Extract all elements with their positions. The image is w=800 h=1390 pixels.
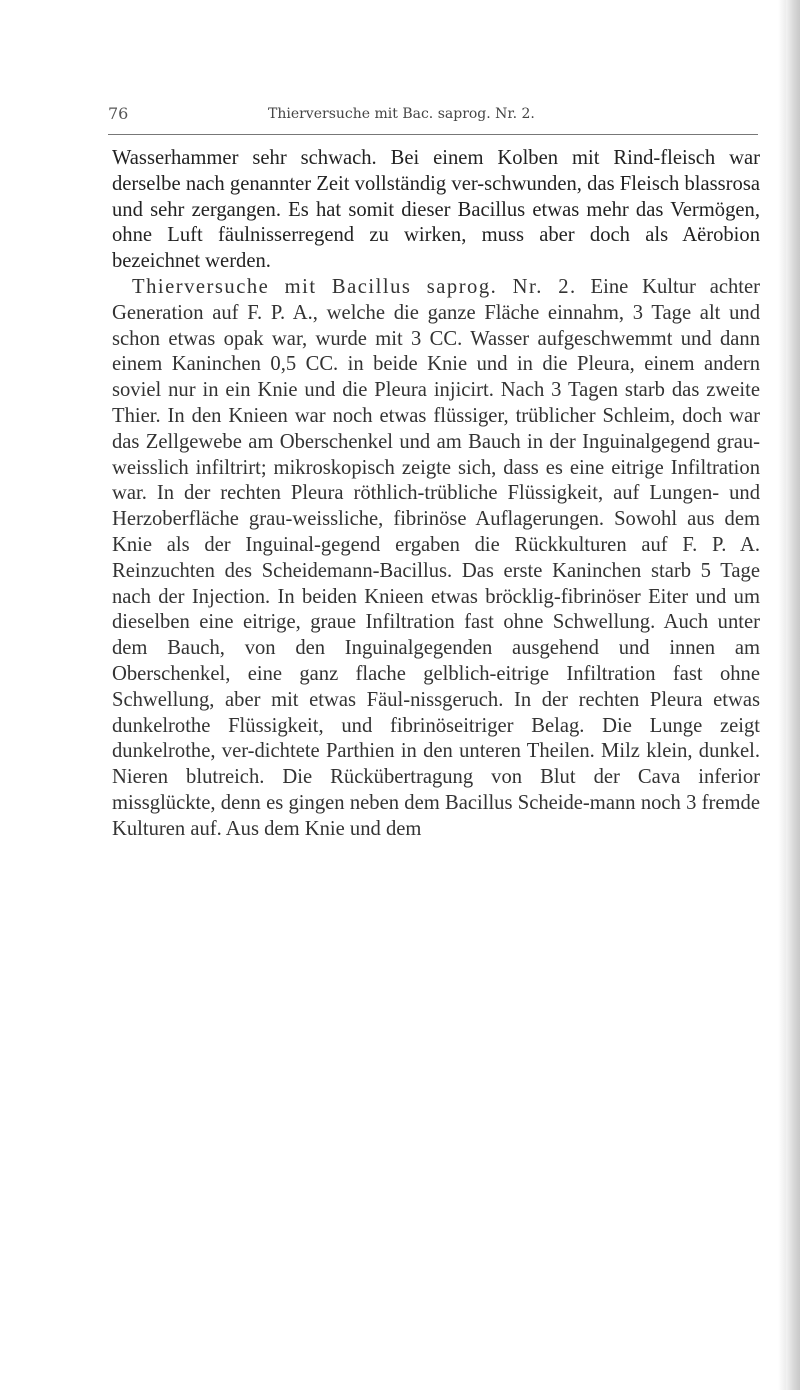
page-edge-shadow	[778, 0, 786, 1390]
body-text	[112, 146, 760, 843]
page-edge	[786, 0, 800, 1390]
running-head: Thierversuche mit Bac. saprog. Nr. 2.	[268, 106, 535, 122]
page-header	[108, 104, 760, 128]
paragraph-1: Wasserhammer sehr schwach. Bei einem Kolben mit Rind-fleisch war derselbe nach genannter Zeit vollständig ver-schwunden, das Fleisch blassrosa und sehr zergangen. Es hat somit dieser Bacillus etwas mehr das Vermögen, ohne Luft fäulnisserregend zu wirken, muss aber doch als Aërobion bezeichnet werden.	[112, 147, 760, 273]
paragraph-2	[112, 275, 760, 843]
section-heading: Thierversuche mit Bacillus saprog. Nr. 2.	[132, 275, 577, 298]
paragraph-2-body: Eine Kultur achter Generation auf F. P. A., welche die ganze Fläche einnahm, 3 Tage alt und schon etwas opak war, wurde mit 3 CC. Wasser aufgeschwemmt und dann einem Kaninchen 0,5 CC. in beide Knie und in die Pleura, einem andern soviel nur in ein Knie und die Pleura injicirt. Nach 3 Tagen starb das zweite Thier. In den Knieen war noch etwas flüssiger, trüblicher Schleim, doch war das Zellgewebe am Oberschenkel und am Bauch in der Inguinalgegend grau-weisslich infiltrirt; mikroskopisch zeigte sich, dass es eine eitrige Infiltration war. In der rechten Pleura röthlich-trübliche Flüssigkeit, auf Lungen- und Herzoberfläche grau-weissliche, fibrinöse Auflagerungen. Sowohl aus dem Knie als der Inguinal-gegend ergaben die Rückkulturen auf F. P. A. Reinzuchten des Scheidemann-Bacillus. Das erste Kaninchen starb 5 Tage nach der Injection. In beiden Knieen etwas bröcklig-fibrinöser Eiter und um dieselben eine eitrige, graue Infiltration fast ohne Schwellung. Auch unter dem Bauch, von den Inguinalgegenden ausgehend und innen am Oberschenkel, eine ganz flache gelblich-eitrige Infiltration fast ohne Schwellung, aber mit etwas Fäul-nissgeruch. In der rechten Pleura etwas dunkelrothe Flüssigkeit, und fibrinöseitriger Belag. Die Lunge zeigt dunkelrothe, ver-dichtete Parthien in den unteren Theilen. Milz klein, dunkel. Nieren blutreich. Die Rückübertragung von Blut der Cava inferior missglückte, denn es gingen neben dem Bacillus Scheide-mann noch 3 fremde Kulturen auf. Aus dem Knie und dem	[112, 275, 760, 840]
page-number: 76	[108, 104, 129, 123]
header-rule	[108, 134, 758, 135]
